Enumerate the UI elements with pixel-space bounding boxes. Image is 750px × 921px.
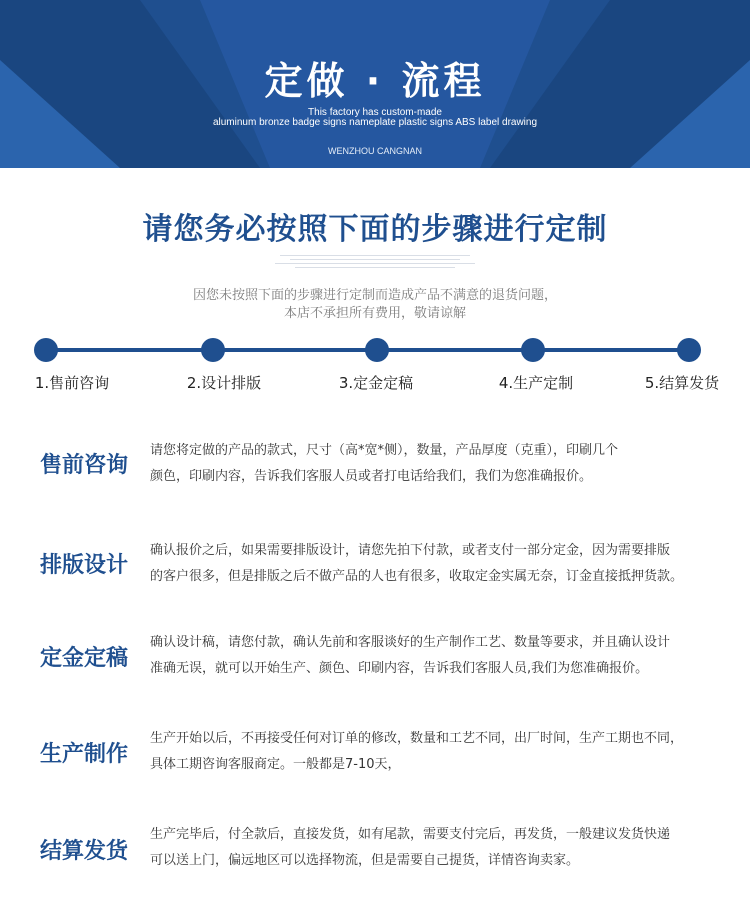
step-label-1: 1.售前咨询	[34, 374, 110, 392]
step-label-4: 4.生产定制	[498, 374, 574, 392]
main-heading: 请您务必按照下面的步骤进行定制	[142, 212, 608, 247]
section-text-line: 确认设计稿，请您付款，确认先前和客服谈好的生产制作工艺、数量等要求，并且确认设计	[150, 635, 671, 650]
section-text-line: 具体工期咨询客服商定。一般都是7-10天，	[150, 757, 401, 772]
step-label-3: 3.定金定稿	[338, 374, 414, 392]
section-text-settlement	[150, 822, 718, 874]
step-label-2: 2.设计排版	[186, 374, 262, 392]
section-text-line: 颜色，印刷内容，告诉我们客服人员或者打电话给我们，我们为您准确报价。	[150, 469, 593, 484]
section-text-line: 生产开始以后，不再接受任何对订单的修改，数量和工艺不同，出厂时间，生产工期也不同，	[150, 731, 684, 746]
section-title-design: 排版设计	[40, 553, 129, 578]
section-text-line: 的客户很多，但是排版之后不做产品的人也有很多，收取定金实属无奈，订金直接抵押货款。	[150, 569, 684, 584]
section-title-presale: 售前咨询	[40, 453, 129, 478]
notice-line2: 本店不承担所有费用，敬请谅解	[283, 306, 466, 321]
step-label-5: 5.结算发货	[644, 374, 720, 392]
section-text-design	[150, 538, 718, 590]
section-title-production: 生产制作	[40, 742, 129, 767]
section-title-deposit: 定金定稿	[40, 646, 129, 671]
timeline-dot	[201, 338, 225, 362]
header-banner	[0, 0, 750, 168]
section-text-line: 生产完毕后，付全款后，直接发货，如有尾款，需要支付完后，再发货，一般建议发货快递	[150, 827, 671, 842]
section-text-production	[150, 726, 718, 778]
timeline-dot	[677, 338, 701, 362]
banner-location: WENZHOU CANGNAN	[328, 146, 422, 156]
section-text-line: 请您将定做的产品的款式，尺寸（高*宽*侧），数量，产品厚度（克重），印刷几个	[150, 443, 619, 458]
section-text-line: 确认报价之后，如果需要排版设计，请您先拍下付款，或者支付一部分定金，因为需要排版	[150, 543, 671, 558]
timeline-dot	[521, 338, 545, 362]
section-text-deposit	[150, 630, 718, 682]
section-text-line: 准确无误，就可以开始生产、颜色、印刷内容，告诉我们客服人员,我们为您准确报价。	[150, 661, 649, 676]
timeline-dot	[34, 338, 58, 362]
notice-line1: 因您未按照下面的步骤进行定制而造成产品不满意的退货问题，	[192, 288, 557, 303]
decorative-lines	[275, 252, 475, 272]
section-text-line: 可以送上门，偏远地区可以选择物流，但是需要自己提货，详情咨询卖家。	[150, 853, 580, 868]
timeline-dot	[365, 338, 389, 362]
banner-subtitle-line2: aluminum bronze badge signs nameplate plastic signs ABS label drawing	[212, 117, 538, 128]
section-text-presale	[150, 438, 718, 490]
banner-subtitle-line1: This factory has custom-made	[308, 107, 442, 118]
banner-title: 定做 · 流程	[264, 59, 486, 103]
section-title-settlement: 结算发货	[40, 839, 129, 864]
